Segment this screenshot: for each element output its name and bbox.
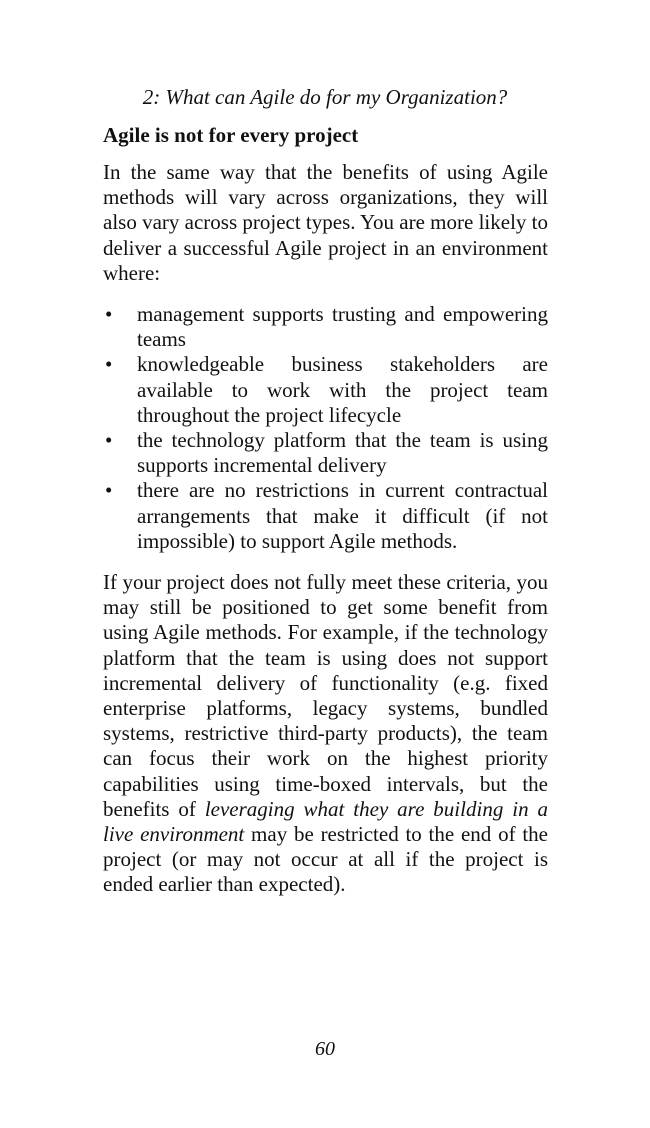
closing-text-end: may be restricted to the end of the project (or may not occur at all if the project is ended earlier than expected). <box>103 822 548 897</box>
list-item-text: the technology platform that the team is using supports incremental delivery <box>137 428 548 478</box>
bullet-icon: • <box>105 478 113 503</box>
closing-paragraph <box>103 570 548 898</box>
section-heading: Agile is not for every project <box>103 123 359 147</box>
criteria-list <box>103 302 548 554</box>
list-item-text: there are no restrictions in current contractual arrangements that make it difficult (if not impossible) to support Agile methods. <box>137 478 548 553</box>
list-item-text: management supports trusting and empowering teams <box>137 302 548 352</box>
closing-emphasis: leveraging what they are building in a live environment <box>103 796 548 847</box>
closing-text-start: If your project does not fully meet these criteria, you may still be positioned to get some benefit from using Agile methods. For example, if the technology platform that the team is using does not support incremental delivery of functionality (e.g. fixed enterprise platforms, legacy systems, bundled systems, restrictive third-party products), the team can focus their work on the highest priority capabilities using time-boxed intervals, but the benefits of <box>103 570 548 821</box>
page-number: 60 <box>315 1038 335 1060</box>
bullet-icon: • <box>105 428 113 453</box>
list-item-text: knowledgeable business stakeholders are available to work with the project team throughout the project lifecycle <box>137 352 548 427</box>
page-content <box>103 122 548 898</box>
bullet-icon: • <box>105 302 113 327</box>
list-item <box>103 352 548 428</box>
list-item <box>103 478 548 554</box>
list-item <box>103 302 548 352</box>
bullet-icon: • <box>105 352 113 377</box>
list-item <box>103 428 548 478</box>
running-header: 2: What can Agile do for my Organization? <box>142 85 508 109</box>
intro-paragraph: In the same way that the benefits of using Agile methods will vary across organizations, they will also vary across project types. You are more likely to deliver a successful Agile project in an environment where: <box>103 160 548 285</box>
